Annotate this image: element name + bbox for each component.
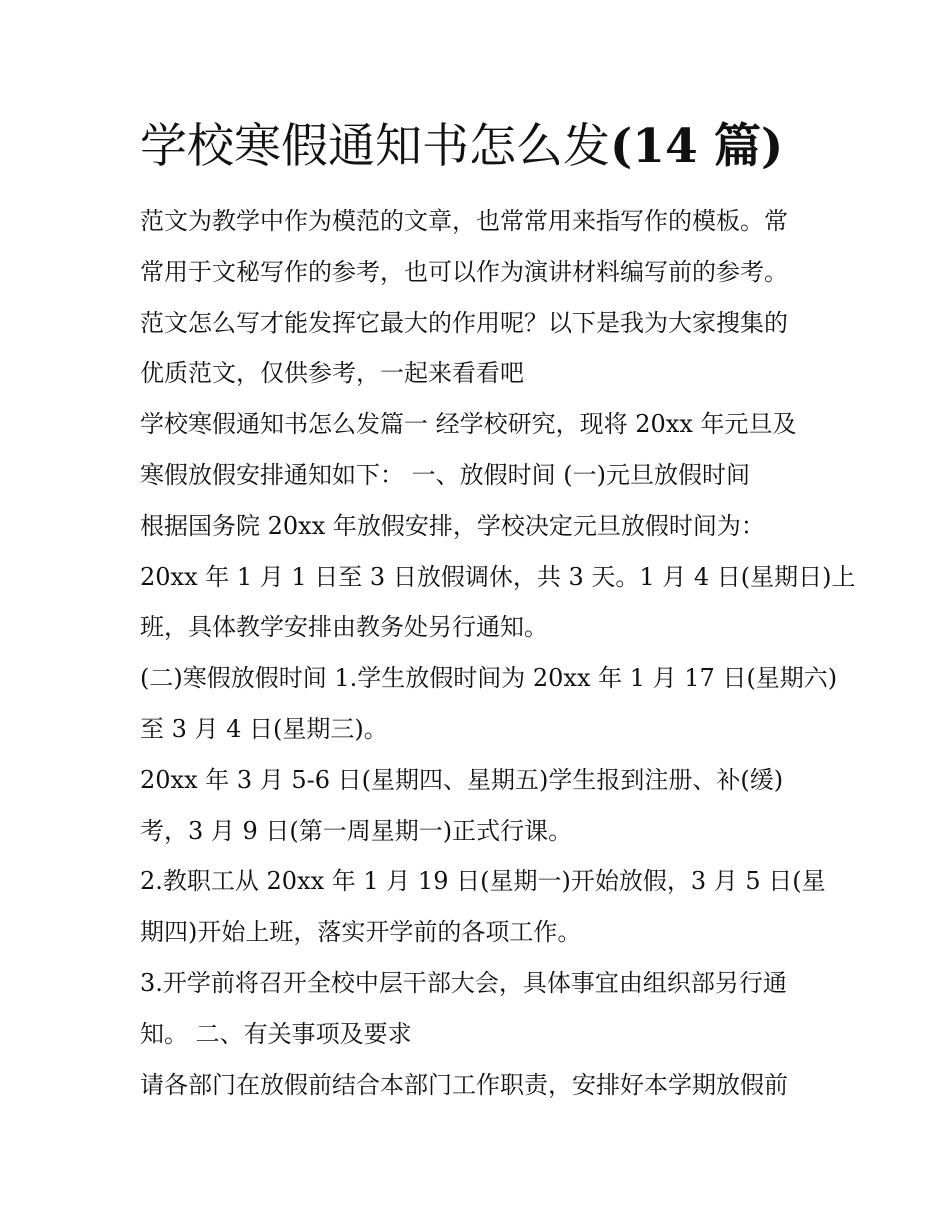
body-line: 期四)开始上班，落实开学前的各项工作。: [140, 918, 582, 947]
body-line: 班，具体教学安排由教务处另行通知。: [140, 613, 548, 642]
body-line: 范文为教学中作为模范的文章，也常常用来指写作的模板。常: [140, 207, 788, 235]
title-text: 学校寒假通知书怎么发: [140, 119, 610, 174]
body-line: 20xx 年 1 月 1 日至 3 日放假调休，共 3 天。1 月 4 日(星期日)上: [140, 562, 856, 591]
body-line: 2.教职工从 20xx 年 1 月 19 日(星期一)开始放假，3 月 5 日(星: [140, 867, 826, 896]
body-line: 学校寒假通知书怎么发篇一 经学校研究，现将 20xx 年元旦及: [140, 410, 797, 439]
body-line: 优质范文，仅供参考，一起来看看吧: [140, 359, 524, 388]
document-body: [140, 196, 856, 1110]
body-line: 20xx 年 3 月 5-6 日(星期四、星期五)学生报到注册、补(缓): [140, 765, 784, 794]
body-line: 考，3 月 9 日(第一周星期一)正式行课。: [140, 816, 573, 845]
body-line: 范文怎么写才能发挥它最大的作用呢？以下是我为大家搜集的: [140, 308, 788, 337]
title-count: (14 篇): [610, 119, 784, 174]
body-line: (二)寒假放假时间 1.学生放假时间为 20xx 年 1 月 17 日(星期六): [140, 664, 838, 693]
body-line: 根据国务院 20xx 年放假安排，学校决定元旦放假时间为：: [140, 511, 765, 540]
body-line: 请各部门在放假前结合本部门工作职责，安排好本学期放假前: [140, 1070, 788, 1099]
body-line: 知。 二、有关事项及要求: [140, 1019, 412, 1048]
body-line: 3.开学前将召开全校中层干部大会，具体事宜由组织部另行通: [140, 968, 787, 997]
body-line: 至 3 月 4 日(星期三)。: [140, 714, 388, 743]
body-line: 寒假放假安排通知如下： 一、放假时间 (一)元旦放假时间: [140, 460, 750, 489]
document-title: [140, 112, 840, 182]
body-line: 常用于文秘写作的参考，也可以作为演讲材料编写前的参考。: [140, 257, 788, 286]
